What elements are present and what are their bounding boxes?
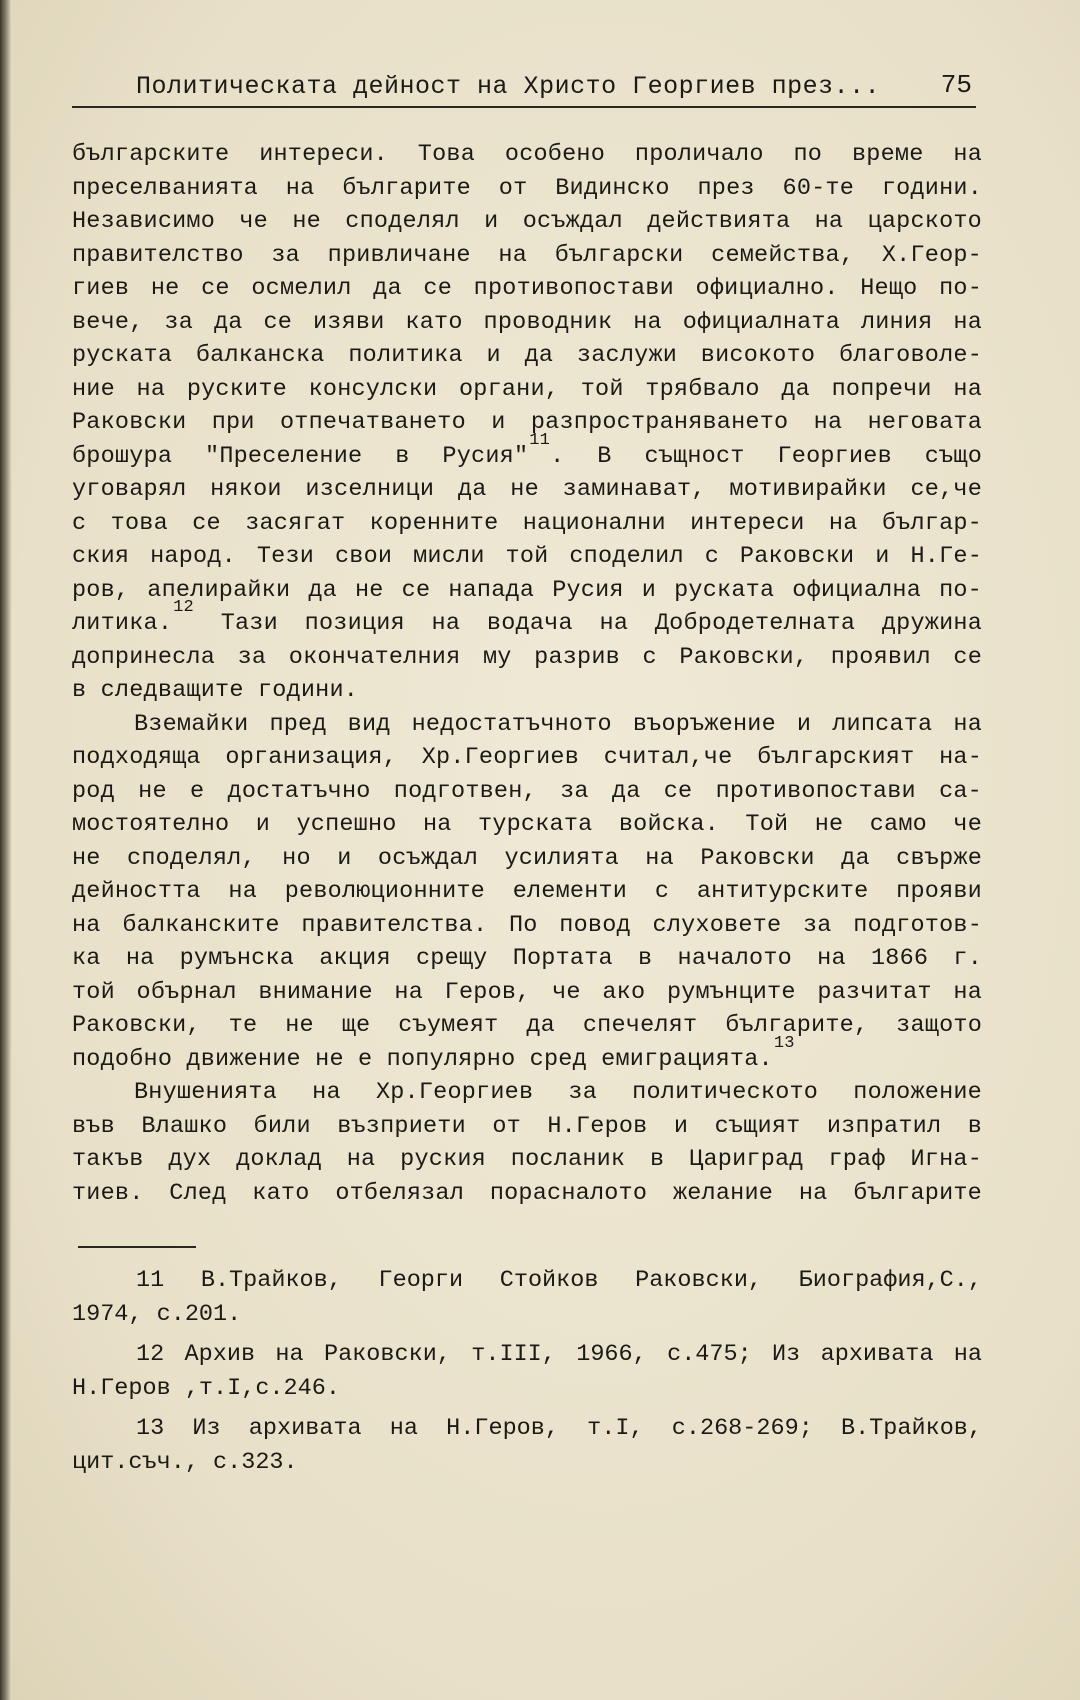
- running-header: [72, 70, 976, 108]
- text-segment: подобно движение не е популярно сред емиграцията.: [72, 1045, 773, 1073]
- text-line-with-footnote-ref: [72, 430, 982, 474]
- running-title: Политическата дейност на Христо Георгиев през...: [136, 72, 881, 101]
- text-line: такъв дух доклад на руския посланик в Цариград граф Игна-: [72, 1146, 982, 1173]
- text-line: допринесла за окончателния му разрив с Раковски, проявил се: [72, 643, 982, 671]
- footnote-12-cont: Н.Геров ,т.I,с.246.: [72, 1375, 340, 1402]
- page-number: 75: [940, 70, 972, 100]
- text-line: ка на румънска акция срещу Портата в началото на 1866 г.: [72, 945, 982, 972]
- footnote-11: 11 В.Трайков, Георги Стойков Раковски, Биография,С.,: [136, 1267, 982, 1294]
- text-segment: Тази позиция на водача на Добродетелната дружина: [193, 610, 982, 637]
- text-line: мостоятелно и успешно на турската войска. Той не само че: [72, 811, 982, 838]
- footnote-separator: [78, 1246, 196, 1248]
- body-text: [72, 138, 982, 1210]
- footnote-13: 13 Из архивата на Н.Геров, т.I, с.268-269; В.Трайков,: [136, 1415, 982, 1442]
- text-line: подходяща организация, Хр.Георгиев считал,че българският на-: [72, 744, 982, 771]
- text-line: дейността на революционните елементи с антитурските прояви: [72, 878, 982, 905]
- footnote-ref-12: 12: [173, 598, 194, 618]
- text-line-with-footnote-ref: [72, 1033, 982, 1077]
- text-line: Раковски, те не ще съумеят да спечелят българите, защото: [72, 1012, 982, 1039]
- scan-binding-edge: [0, 0, 12, 1700]
- text-line: българските интереси. Това особено проличало по време на: [72, 141, 982, 168]
- text-line: във Влашко били възприети от Н.Геров и същият изпратил в: [72, 1112, 982, 1140]
- text-line: ние на руските консулски органи, той трябвало да попречи на: [72, 375, 982, 403]
- text-line: ров, апелирайки да не се напада Русия и руската официална по-: [72, 576, 982, 604]
- text-line-with-footnote-ref: [72, 598, 982, 641]
- text-line: руската балканска политика и да заслужи високото благоволе-: [72, 342, 982, 369]
- footnote-11-cont: 1974, с.201.: [72, 1301, 242, 1328]
- text-segment: . В същност Георгиев също: [550, 442, 982, 470]
- text-segment: брошура "Преселение в Русия": [72, 442, 529, 470]
- paragraph-start-line: Вземайки пред вид недостатъчното въоръжение и липсата на: [134, 710, 982, 738]
- text-line: той обърнал внимание на Геров, че ако румънците разчитат на: [72, 978, 982, 1006]
- text-line: вече, за да се изяви като проводник на официалната линия на: [72, 308, 982, 336]
- footnote-ref-13: 13: [773, 1033, 795, 1053]
- footnote-13-cont: цит.съч., с.323.: [72, 1449, 298, 1476]
- text-line: Раковски при отпечатването и разпространяването на неговата: [72, 409, 982, 436]
- text-line: ския народ. Тези свои мисли той споделил с Раковски и Н.Ге-: [72, 543, 982, 570]
- text-line: в следващите години.: [72, 677, 359, 704]
- text-segment: литика.: [72, 610, 173, 637]
- paragraph-start-line: Внушенията на Хр.Георгиев за политическото положение: [134, 1079, 982, 1106]
- text-line: род не е достатъчно подготвен, за да се противопостави са-: [72, 777, 982, 805]
- text-line: правителство за привличане на български семейства, Х.Геор-: [72, 241, 982, 269]
- text-line: уговарял някои изселници да не заминават, мотивирайки се,че: [72, 476, 982, 503]
- text-line: на балканските правителства. По повод слуховете за подготов-: [72, 911, 982, 939]
- text-line: не споделял, но и осъждал усилията на Раковски да свърже: [72, 844, 982, 872]
- text-line: преселванията на българите от Видинско през 60-те години.: [72, 174, 982, 202]
- footnotes: [72, 1264, 982, 1480]
- text-line: тиев. След като отбелязал порасналото желание на българите: [72, 1179, 982, 1207]
- footnote-12: 12 Архив на Раковски, т.III, 1966, с.475; Из архивата на: [136, 1341, 982, 1368]
- text-line: гиев не се осмелил да се противопостави официално. Нещо по-: [72, 275, 982, 302]
- footnote-ref-11: 11: [529, 430, 551, 450]
- text-line: Независимо че не споделял и осъждал действията на царското: [72, 208, 982, 235]
- text-line: с това се засягат коренните национални интереси на българ-: [72, 509, 982, 537]
